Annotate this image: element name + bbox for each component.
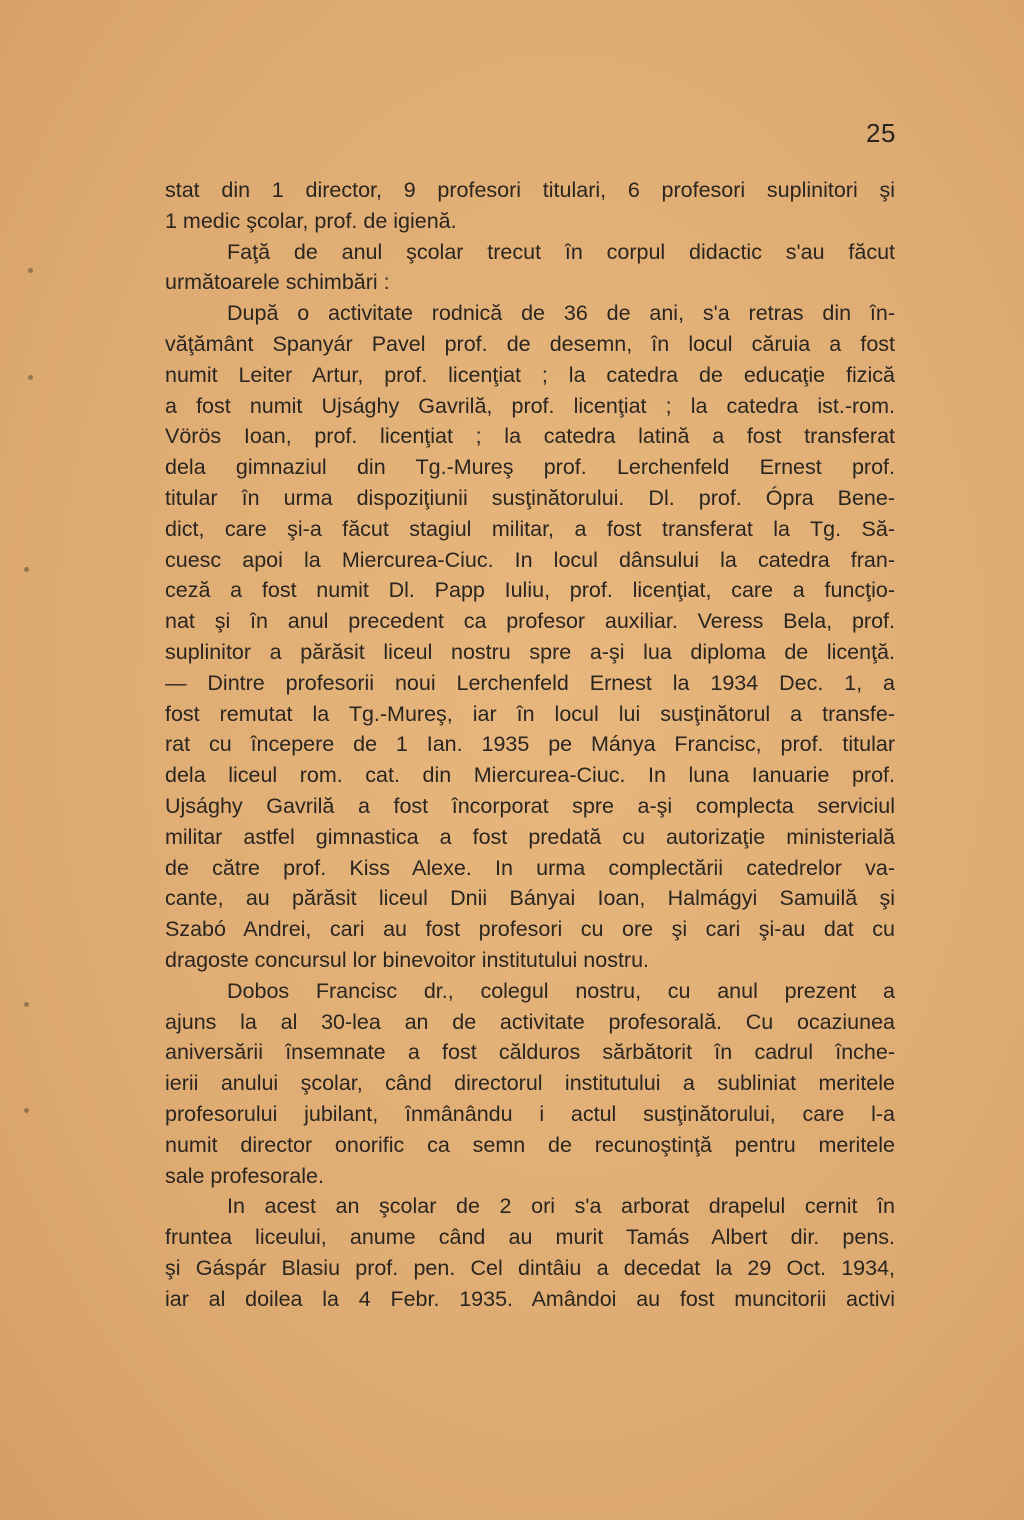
- text-line: Faţă de anul şcolar trecut în corpul didactic s'au făcut: [227, 239, 895, 264]
- text-line: fruntea liceului, anume când au murit Tamás Albert dir. pens.: [165, 1225, 895, 1250]
- text-line: După o activitate rodnică de 36 de ani, s'a retras din în-: [227, 301, 895, 326]
- text-line: următoarele schimbări :: [165, 270, 390, 295]
- text-line: de către prof. Kiss Alexe. In urma complectării catedrelor va-: [165, 855, 895, 880]
- text-line: militar astfel gimnastica a fost predată cu autorizaţie ministerială: [165, 824, 895, 849]
- text-line: cante, au părăsit liceul Dnii Bányai Ioan, Halmágyi Samuilă şi: [165, 886, 895, 911]
- text-line: Vörös Ioan, prof. licenţiat ; la catedra latină a fost transferat: [165, 424, 895, 449]
- text-line: profesorului jubilant, înmânându i actul susţinătorului, care l-a: [165, 1101, 895, 1126]
- text-line: ierii anului şcolar, când directorul institutului a subliniat meritele: [165, 1071, 895, 1096]
- text-line: Szabó Andrei, cari au fost profesori cu ore şi cari şi-au dat cu: [165, 917, 895, 942]
- text-line: a fost numit Ujsághy Gavrilă, prof. licenţiat ; la catedra ist.-rom.: [165, 393, 895, 418]
- text-line: 1 medic şcolar, prof. de igienă.: [165, 208, 457, 233]
- body-text: [165, 175, 895, 1314]
- text-line: numit director onorific ca semn de recunoştinţă pentru meritele: [165, 1132, 895, 1157]
- text-line: şi Gáspár Blasiu prof. pen. Cel dintâiu a decedat la 29 Oct. 1934,: [165, 1255, 895, 1280]
- paper-speck: [28, 268, 33, 273]
- text-line: sale profesorale.: [165, 1163, 324, 1188]
- text-line: suplinitor a părăsit liceul nostru spre a-şi lua diploma de licenţă.: [165, 639, 895, 664]
- paper-speck: [24, 1108, 29, 1113]
- text-line: In acest an şcolar de 2 ori s'a arborat drapelul cernit în: [227, 1194, 895, 1219]
- text-line: fost remutat la Tg.-Mureş, iar în locul lui susţinătorul a transfe-: [165, 701, 895, 726]
- text-line: ajuns la al 30-lea an de activitate profesorală. Cu ocaziunea: [165, 1009, 895, 1034]
- text-line: rat cu începere de 1 Ian. 1935 pe Mánya Francisc, prof. titular: [165, 732, 895, 757]
- text-line: aniversării însemnate a fost călduros sărbătorit în cadrul înche-: [165, 1040, 895, 1065]
- text-line: dragoste concursul lor binevoitor institutului nostru.: [165, 947, 650, 972]
- text-line: Ujsághy Gavrilă a fost încorporat spre a-şi complecta serviciul: [165, 793, 895, 818]
- paper-speck: [28, 375, 33, 380]
- text-line: dict, care şi-a făcut stagiul militar, a fost transferat la Tg. Să-: [165, 516, 895, 541]
- paper-speck: [24, 1002, 29, 1007]
- text-line: numit Leiter Artur, prof. licenţiat ; la catedra de educaţie fizică: [165, 362, 895, 387]
- text-line: dela liceul rom. cat. din Miercurea-Ciuc. In luna Ianuarie prof.: [165, 763, 895, 788]
- page-number: 25: [866, 118, 896, 148]
- text-line: văţământ Spanyár Pavel prof. de desemn, în locul căruia a fost: [165, 331, 895, 356]
- text-line: cuesc apoi la Miercurea-Ciuc. In locul dânsului la catedra fran-: [165, 547, 895, 572]
- text-line: Dobos Francisc dr., colegul nostru, cu anul prezent a: [227, 978, 895, 1003]
- text-line: titular în urma dispoziţiunii susţinătorului. Dl. prof. Ópra Bene-: [165, 485, 895, 510]
- text-line: iar al doilea la 4 Febr. 1935. Amândoi au fost muncitorii activi: [165, 1286, 895, 1311]
- text-line: stat din 1 director, 9 profesori titulari, 6 profesori suplinitori şi: [165, 178, 895, 202]
- paper-speck: [24, 567, 29, 572]
- text-line: nat şi în anul precedent ca profesor auxiliar. Veress Bela, prof.: [165, 609, 895, 634]
- text-line: ceză a fost numit Dl. Papp Iuliu, prof. licenţiat, care a funcţio-: [165, 578, 895, 603]
- text-line: dela gimnaziul din Tg.-Mureş prof. Lerchenfeld Ernest prof.: [165, 455, 895, 480]
- text-line: — Dintre profesorii noui Lerchenfeld Ernest la 1934 Dec. 1, a: [165, 670, 895, 695]
